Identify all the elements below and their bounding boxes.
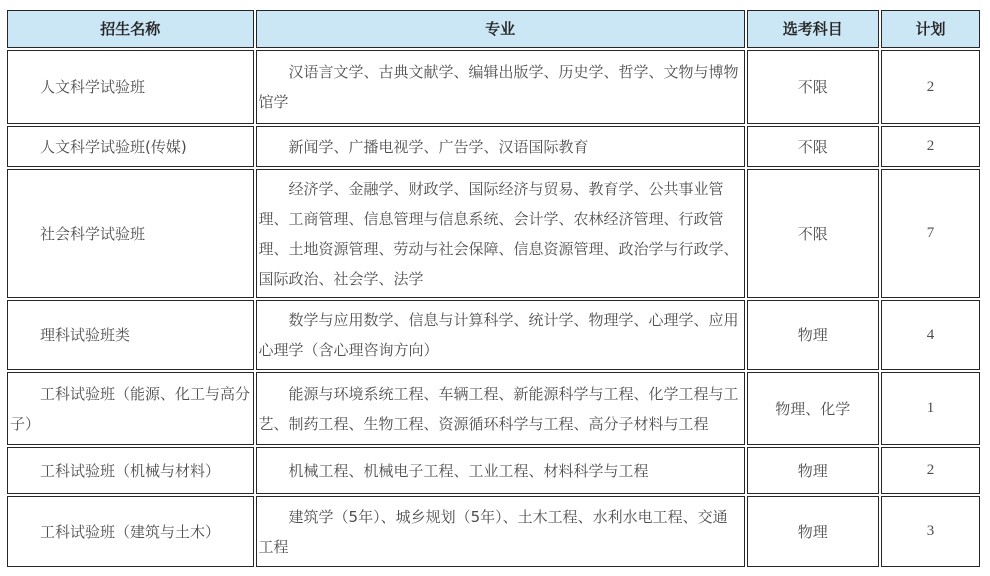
enrollment-name-cell	[7, 447, 254, 494]
plan-count-cell: 7	[881, 169, 980, 298]
majors-cell	[256, 169, 745, 298]
exam-subjects-cell: 物理、化学	[747, 372, 879, 445]
enrollment-name-text: 工科试验班（机械与材料）	[40, 461, 221, 480]
majors-cell	[256, 50, 745, 124]
majors-text: 数学与应用数学、信息与计算科学、统计学、物理学、心理学、应用心理学（含心理咨询方向）	[258, 311, 739, 359]
majors-text: 经济学、金融学、财政学、国际经济与贸易、教育学、公共事业管理、工商管理、信息管理与信息系统、会计学、农林经济管理、行政管理、土地资源管理、劳动与社会保障、信息资源管理、政治学与行政学、国际政治、社会学、法学	[258, 179, 739, 288]
enrollment-name-text: 工科试验班（能源、化工与高分子）	[10, 384, 251, 433]
plan-count-cell: 2	[881, 447, 980, 494]
majors-text: 机械工程、机械电子工程、工业工程、材料科学与工程	[288, 461, 649, 480]
column-header-exam-subjects: 选考科目	[747, 10, 879, 48]
enrollment-name-cell	[7, 126, 254, 167]
table-row	[7, 126, 980, 167]
exam-subjects-cell: 不限	[747, 126, 879, 167]
majors-text: 新闻学、广播电视学、广告学、汉语国际教育	[288, 137, 589, 156]
enrollment-name-text: 社会科学试验班	[40, 224, 146, 243]
majors-cell	[256, 300, 745, 370]
table-row	[7, 496, 980, 567]
table-row	[7, 300, 980, 370]
column-header-enrollment-name: 招生名称	[7, 10, 254, 48]
enrollment-name-text: 工科试验班（建筑与土木）	[40, 522, 221, 541]
admission-plan-table	[5, 8, 982, 569]
column-header-plan: 计划	[881, 10, 980, 48]
enrollment-name-text: 理科试验班类	[40, 326, 131, 344]
enrollment-name-text: 人文科学试验班(传媒)	[40, 137, 187, 156]
enrollment-name-text: 人文科学试验班	[40, 78, 146, 96]
majors-cell	[256, 447, 745, 494]
column-header-major: 专业	[256, 10, 745, 48]
plan-count-cell: 3	[881, 496, 980, 567]
table-row	[7, 50, 980, 124]
exam-subjects-cell: 不限	[747, 50, 879, 124]
enrollment-name-cell	[7, 300, 254, 370]
majors-text: 建筑学（5年）、城乡规划（5年）、土木工程、水利水电工程、交通工程	[258, 507, 728, 556]
enrollment-name-cell	[7, 169, 254, 298]
plan-count-cell: 4	[881, 300, 980, 370]
majors-text: 能源与环境系统工程、车辆工程、新能源科学与工程、化学工程与工艺、制药工程、生物工程、资源循环科学与工程、高分子材料与工程	[258, 384, 739, 433]
enrollment-name-cell	[7, 50, 254, 124]
plan-count-cell: 1	[881, 372, 980, 445]
table-row	[7, 447, 980, 494]
table-header-row	[7, 10, 980, 48]
majors-text: 汉语言文学、古典文献学、编辑出版学、历史学、哲学、文物与博物馆学	[258, 63, 739, 111]
exam-subjects-cell: 物理	[747, 447, 879, 494]
exam-subjects-cell: 物理	[747, 300, 879, 370]
plan-count-cell: 2	[881, 126, 980, 167]
majors-cell	[256, 496, 745, 567]
enrollment-name-cell	[7, 372, 254, 445]
majors-cell	[256, 126, 745, 167]
enrollment-name-cell	[7, 496, 254, 567]
majors-cell	[256, 372, 745, 445]
exam-subjects-cell: 物理	[747, 496, 879, 567]
exam-subjects-cell: 不限	[747, 169, 879, 298]
table-row	[7, 169, 980, 298]
table-row	[7, 372, 980, 445]
plan-count-cell: 2	[881, 50, 980, 124]
